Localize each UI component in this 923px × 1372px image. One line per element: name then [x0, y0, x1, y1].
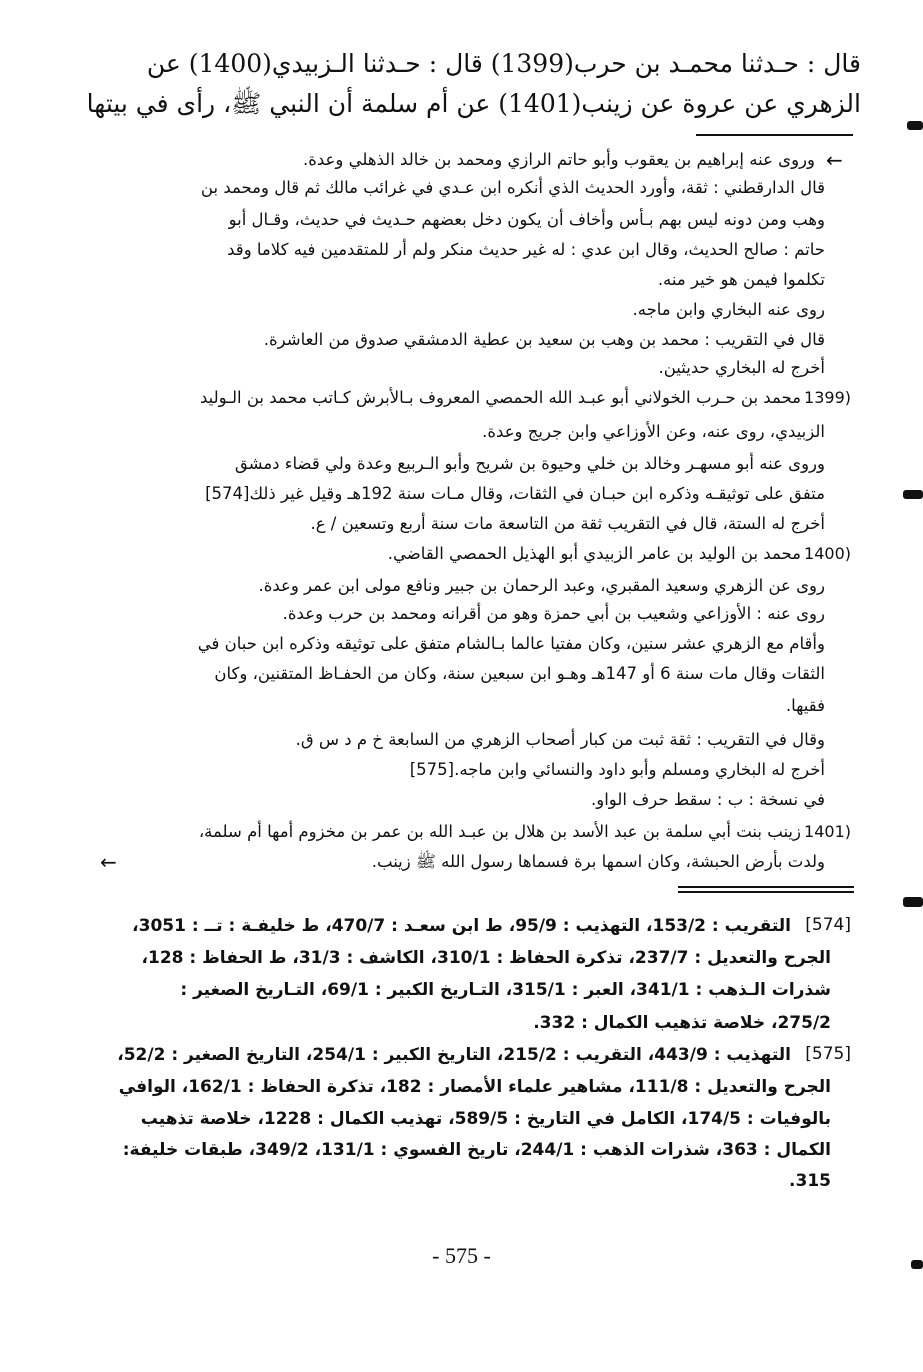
footnote-574-line-1: التقريب : 153/2، التهذيب : 95/9، ط ابن سعـد : 470/7، ط خليفـة : تــ : 3051،	[132, 916, 791, 936]
scan-mark	[911, 1260, 923, 1269]
footnote-574-line-2: الجرح والتعديل : 237/7، تذكرة الحفاظ : 310/1، الكاشف : 31/3، ط الحفاظ : 128،	[141, 948, 831, 968]
header-line-1: قال : حـدثنا محمـد بن حرب(1399) قال : حـدثنا الـزبيدي(1400) عن	[146, 49, 861, 78]
entry-1400-line-5: الثقات وقال مات سنة 6 أو 147هـ وهـو ابن سبعين سنة، وكان من الحفـاظ المتقنين، وكان	[214, 664, 825, 683]
scan-mark	[907, 121, 923, 130]
entry-1400-line-9: في نسخة : ب : سقط حرف الواو.	[591, 790, 825, 809]
page-number: - 575 -	[432, 1243, 491, 1268]
note-line-8: أخرج له البخاري حديثين.	[658, 358, 825, 377]
scan-mark	[903, 897, 923, 907]
entry-1400-line-2: روى عن الزهري وسعيد المقبري، وعبد الرحمان بن جبير ونافع مولى ابن عمر وعدة.	[258, 576, 825, 595]
note-line-1: وروى عنه إبراهيم بن يعقوب وأبو حاتم الرازي ومحمد بن خالد الذهلي وعدة.	[303, 150, 815, 169]
footnote-575-line-1: التهذيب : 443/9، التقريب : 215/2، التاريخ الكبير : 254/1، التاريخ الصغير : 52/2،	[117, 1045, 791, 1065]
entry-1400-line-4: وأقام مع الزهري عشر سنين، وكان مفتيا عالما بـالشام متفق على توثيقه وذكره ابن حبان في	[197, 634, 825, 653]
footnote-575-line-5: 315.	[789, 1171, 831, 1191]
footnote-575-line-4: الكمال : 363، شذرات الذهب : 244/1، تاريخ الفسوي : 131/1، 349/2، طبقات خليفة:	[122, 1140, 831, 1160]
note-line-6: روى عنه البخاري وابن ماجه.	[632, 300, 825, 319]
footnote-rule-bottom	[678, 891, 854, 893]
note-line-5: تكلموا فيمن هو خير منه.	[657, 270, 825, 289]
entry-1400-line-3: روى عنه : الأوزاعي وشعيب بن أبي حمزة وهو من أقرانه ومحمد بن حرب وعدة.	[282, 604, 825, 623]
continuation-arrow-icon: ←	[826, 148, 843, 172]
entry-1401-line-2: ولدت بأرض الحبشة، وكان اسمها برة فسماها رسول الله ﷺ زينب.	[371, 852, 825, 871]
footnote-rule-top	[678, 886, 854, 888]
entry-1399-line-4: متفق على توثيقـه وذكره ابن حبـان في الثقات، وقال مـات سنة 192هـ وقيل غير ذلك[574]	[205, 484, 825, 503]
entry-1400-line-7: وقال في التقريب : ثقة ثبت من كبار أصحاب الزهري من السابعة خ م د س ق.	[295, 730, 825, 749]
footnote-575-line-2: الجرح والتعديل : 111/8، مشاهير علماء الأمصار : 182، تذكرة الحفاظ : 162/1، الوافي	[118, 1077, 831, 1097]
continuation-arrow-bottom-icon: ←	[100, 850, 117, 874]
entry-1399-line-2: الزبيدي، روى عنه، وعن الأوزاعي وابن جريج وعدة.	[482, 422, 825, 441]
entry-1400-line-1: محمد بن الوليد بن عامر الزبيدي أبو الهذيل الحمصي القاضي.	[387, 544, 801, 563]
note-line-2: قال الدارقطني : ثقة، وأورد الحديث الذي أنكره ابن عـدي في غرائب مالك ثم قال ومحمد بن	[200, 178, 825, 197]
entry-number-1401: 1401)	[804, 822, 851, 841]
header-separator	[696, 134, 853, 136]
entry-1400-line-8: أخرج له البخاري ومسلم وأبو داود والنسائي وابن ماجه.[575]	[409, 760, 825, 779]
entry-1399-line-3: وروى عنه أبو مسهـر وخالد بن خلي وحيوة بن شريح وأبو الـربيع وعدة ولي قضاء دمشق	[234, 454, 825, 473]
entry-number-1400: 1400)	[804, 544, 851, 563]
footnote-575-line-3: بالوفيات : 174/5، الكامل في التاريخ : 589/5، تهذيب الكمال : 1228، خلاصة تذهيب	[140, 1109, 831, 1129]
footnote-574-line-4: 275/2، خلاصة تذهيب الكمال : 332.	[533, 1013, 831, 1033]
entry-1399-line-5: أخرج له الستة، قال في التقريب ثقة من التاسعة مات سنة أربع وتسعين / ع.	[310, 514, 825, 533]
scan-mark	[903, 490, 923, 499]
note-line-7: قال في التقريب : محمد بن وهب بن سعيد بن عطية الدمشقي صدوق من العاشرة.	[263, 330, 825, 349]
entry-1399-line-1: محمد بن حـرب الخولاني أبو عبـد الله الحمصي المعروف بـالأبرش كـاتب محمد بن الـوليد	[199, 388, 801, 407]
entry-1400-line-6: فقيها.	[785, 696, 825, 715]
note-line-4: حاتم : صالح الحديث، وقال ابن عدي : له غير حديث منكر ولم أر للمتقدمين فيه كلاما وقد	[227, 240, 825, 259]
header-line-2: الزهري عن عروة عن زينب(1401) عن أم سلمة أن النبي ﷺ، رأى في بيتها	[86, 89, 861, 118]
entry-number-1399: 1399)	[804, 388, 851, 407]
entry-1401-line-1: زينب بنت أبي سلمة بن عبد الأسد بن هلال بن عبـد الله بن عمر بن مخزوم أمها أم سلمة،	[198, 822, 801, 841]
footnote-574-line-3: شذرات الـذهب : 341/1، العبر : 315/1، التـاريخ الكبير : 69/1، التـاريخ الصغير :	[180, 980, 831, 1000]
note-line-3: وهب ومن دونه ليس بهم بـأس وأخاف أن يكون دخل بعضهم حـديث في حديث، وقـال أبو	[228, 210, 825, 229]
footnote-ref-575: [575]	[805, 1044, 851, 1064]
footnote-ref-574: [574]	[805, 915, 851, 935]
